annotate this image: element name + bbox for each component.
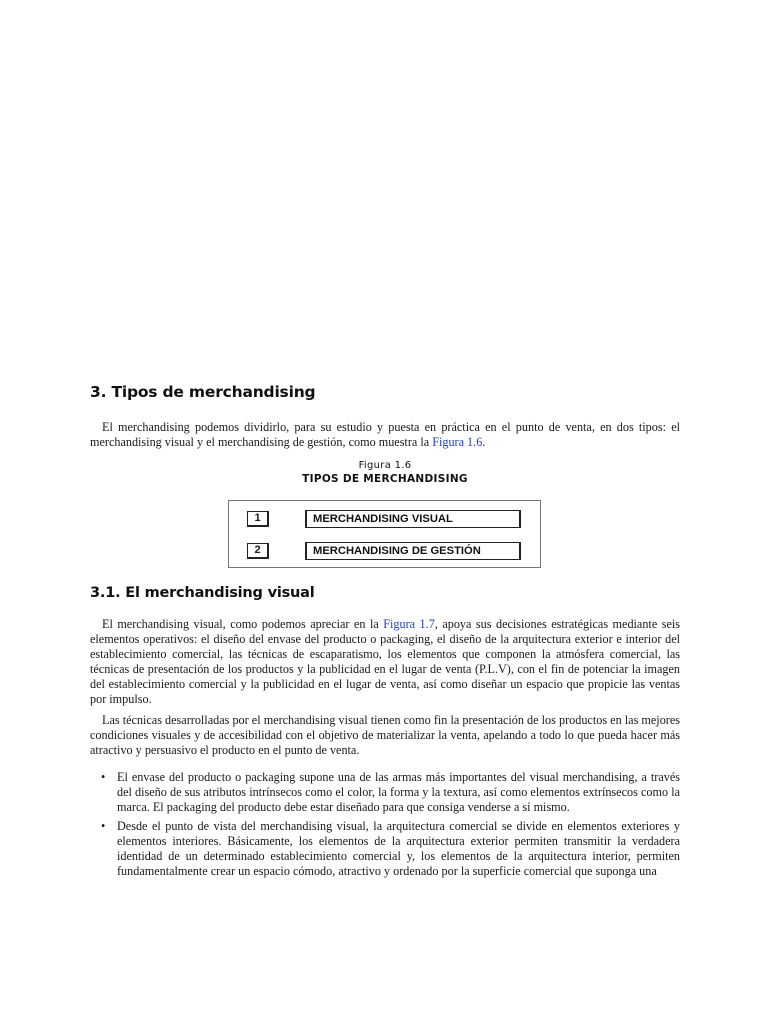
bullet-text: El envase del producto o packaging supone una de las armas más importantes del visual merchandising, a través del diseño de sus atributos intrínsecos como el color, la forma y la textura, así como elementos extrínsecos como la marca. El packaging del producto debe estar diseñado para que consiga venderse a sí mismo.	[117, 770, 680, 814]
visual-paragraph-2: Las técnicas desarrolladas por el merchandising visual tienen como fin la presentación de los productos en las mejores condiciones visuales y de accesibilidad con el objetivo de materializar la venta, apelando a todo lo que pueda hacer más atractivo y persuasivo el producto en el punto de venta.	[90, 713, 680, 757]
bullet-icon: •	[101, 770, 106, 784]
p1-start: El merchandising visual, como podemos apreciar en la	[102, 617, 384, 631]
figure-row	[247, 510, 521, 528]
list-item	[90, 819, 680, 879]
intro-text: El merchandising podemos dividirlo, para su estudio y puesta en práctica en el punto de venta, en dos tipos: el merchandising visual y el merchandising de gestión, como muestra la	[90, 420, 680, 449]
bullet-text: Desde el punto de vista del merchandising visual, la arquitectura comercial se divide en elementos exteriores y elementos interiores. Básicamente, los elementos de la arquitectura exterior permiten transmitir la verdadera identidad de un determinado establecimiento comercial y, los elementos de la arquitectura interior, permiten fundamentalmente crear un espacio cómodo, atractivo y ordenado por la superficie comercial que suponga una	[117, 819, 680, 878]
figure-diagram	[228, 500, 541, 568]
visual-paragraph-1	[90, 617, 680, 707]
figure-row	[247, 542, 521, 560]
bullet-list	[90, 770, 680, 879]
intro-paragraph	[90, 420, 680, 450]
figure-1-6-link[interactable]: Figura 1.6	[432, 435, 483, 449]
section-heading-tipos: 3. Tipos de merchandising	[90, 383, 316, 401]
row-number-box: 1	[247, 511, 269, 527]
figure-label: Figura 1.6	[358, 460, 412, 471]
intro-end: .	[482, 435, 486, 449]
bullet-icon: •	[101, 819, 106, 833]
list-item	[90, 770, 680, 815]
row-number-box: 2	[247, 543, 269, 559]
section-heading-visual: 3.1. El merchandising visual	[90, 585, 315, 601]
row-label-box: MERCHANDISING DE GESTIÓN	[305, 542, 521, 560]
figure-caption	[90, 459, 680, 486]
figure-1-7-link[interactable]: Figura 1.7	[383, 617, 435, 631]
row-label-box: MERCHANDISING VISUAL	[305, 510, 521, 528]
figure-title: TIPOS DE MERCHANDISING	[302, 473, 468, 485]
p1-end: , apoya sus decisiones estratégicas mediante seis elementos operativos: el diseño del envase del producto o packaging, el diseño de la arquitectura exterior e interior del establecimiento comercial, las técnicas de escaparatismo, los elementos que componen la atmósfera comercial, las técnicas de presentación de los productos y la publicidad en el lugar de venta (P.L.V), con el fin de potenciar la imagen del establecimiento comercial y la publicidad en el lugar de venta, así como diseñar un espacio que propicie las ventas por impulso.	[90, 617, 680, 706]
